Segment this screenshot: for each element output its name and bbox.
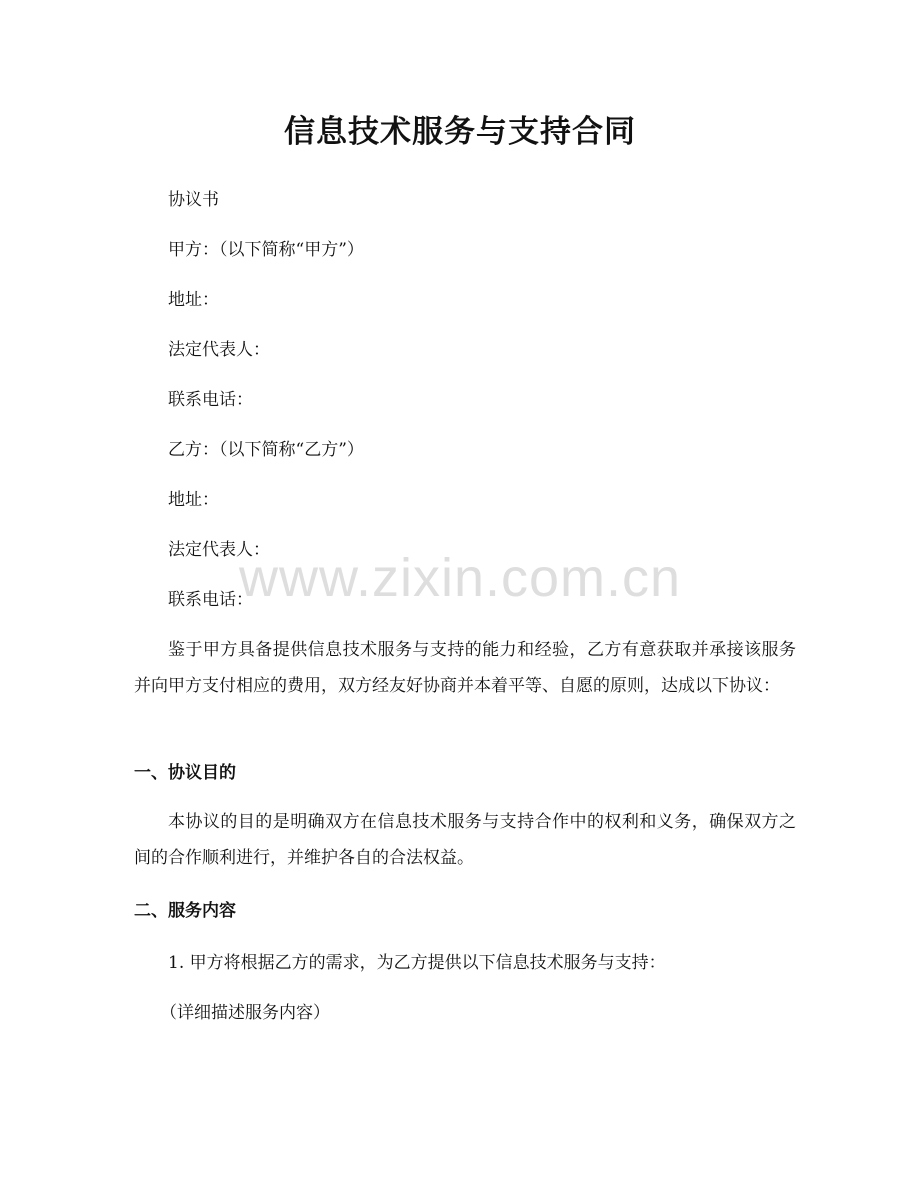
party-a-representative: 法定代表人： bbox=[168, 340, 270, 360]
party-a-phone: 联系电话： bbox=[168, 390, 253, 410]
section-heading-purpose: 一、协议目的 bbox=[134, 763, 236, 783]
section-heading-services: 二、服务内容 bbox=[134, 901, 236, 921]
agreement-label: 协议书 bbox=[168, 190, 219, 210]
party-a-address: 地址： bbox=[168, 290, 219, 310]
site-watermark: www.zixin.com.cn bbox=[238, 548, 682, 608]
preamble-paragraph: 鉴于甲方具备提供信息技术服务与支持的能力和经验，乙方有意获取并承接该服务并向甲方支付相应的费用，双方经友好协商并本着平等、自愿的原则，达成以下协议： bbox=[134, 640, 796, 696]
services-item-1: 1. 甲方将根据乙方的需求，为乙方提供以下信息技术服务与支持： bbox=[168, 953, 666, 973]
services-detail-placeholder: （详细描述服务内容） bbox=[160, 1003, 330, 1023]
party-b-name: 乙方：（以下简称“乙方”） bbox=[168, 440, 364, 460]
party-b-phone: 联系电话： bbox=[168, 590, 253, 610]
section-body-purpose: 本协议的目的是明确双方在信息技术服务与支持合作中的权利和义务，确保双方之间的合作顺利进行，并维护各自的合法权益。 bbox=[134, 812, 796, 868]
party-b-representative: 法定代表人： bbox=[168, 540, 270, 560]
party-a-name: 甲方：（以下简称“甲方”） bbox=[168, 240, 364, 260]
document-title: 信息技术服务与支持合同 bbox=[284, 114, 636, 150]
party-b-address: 地址： bbox=[168, 490, 219, 510]
